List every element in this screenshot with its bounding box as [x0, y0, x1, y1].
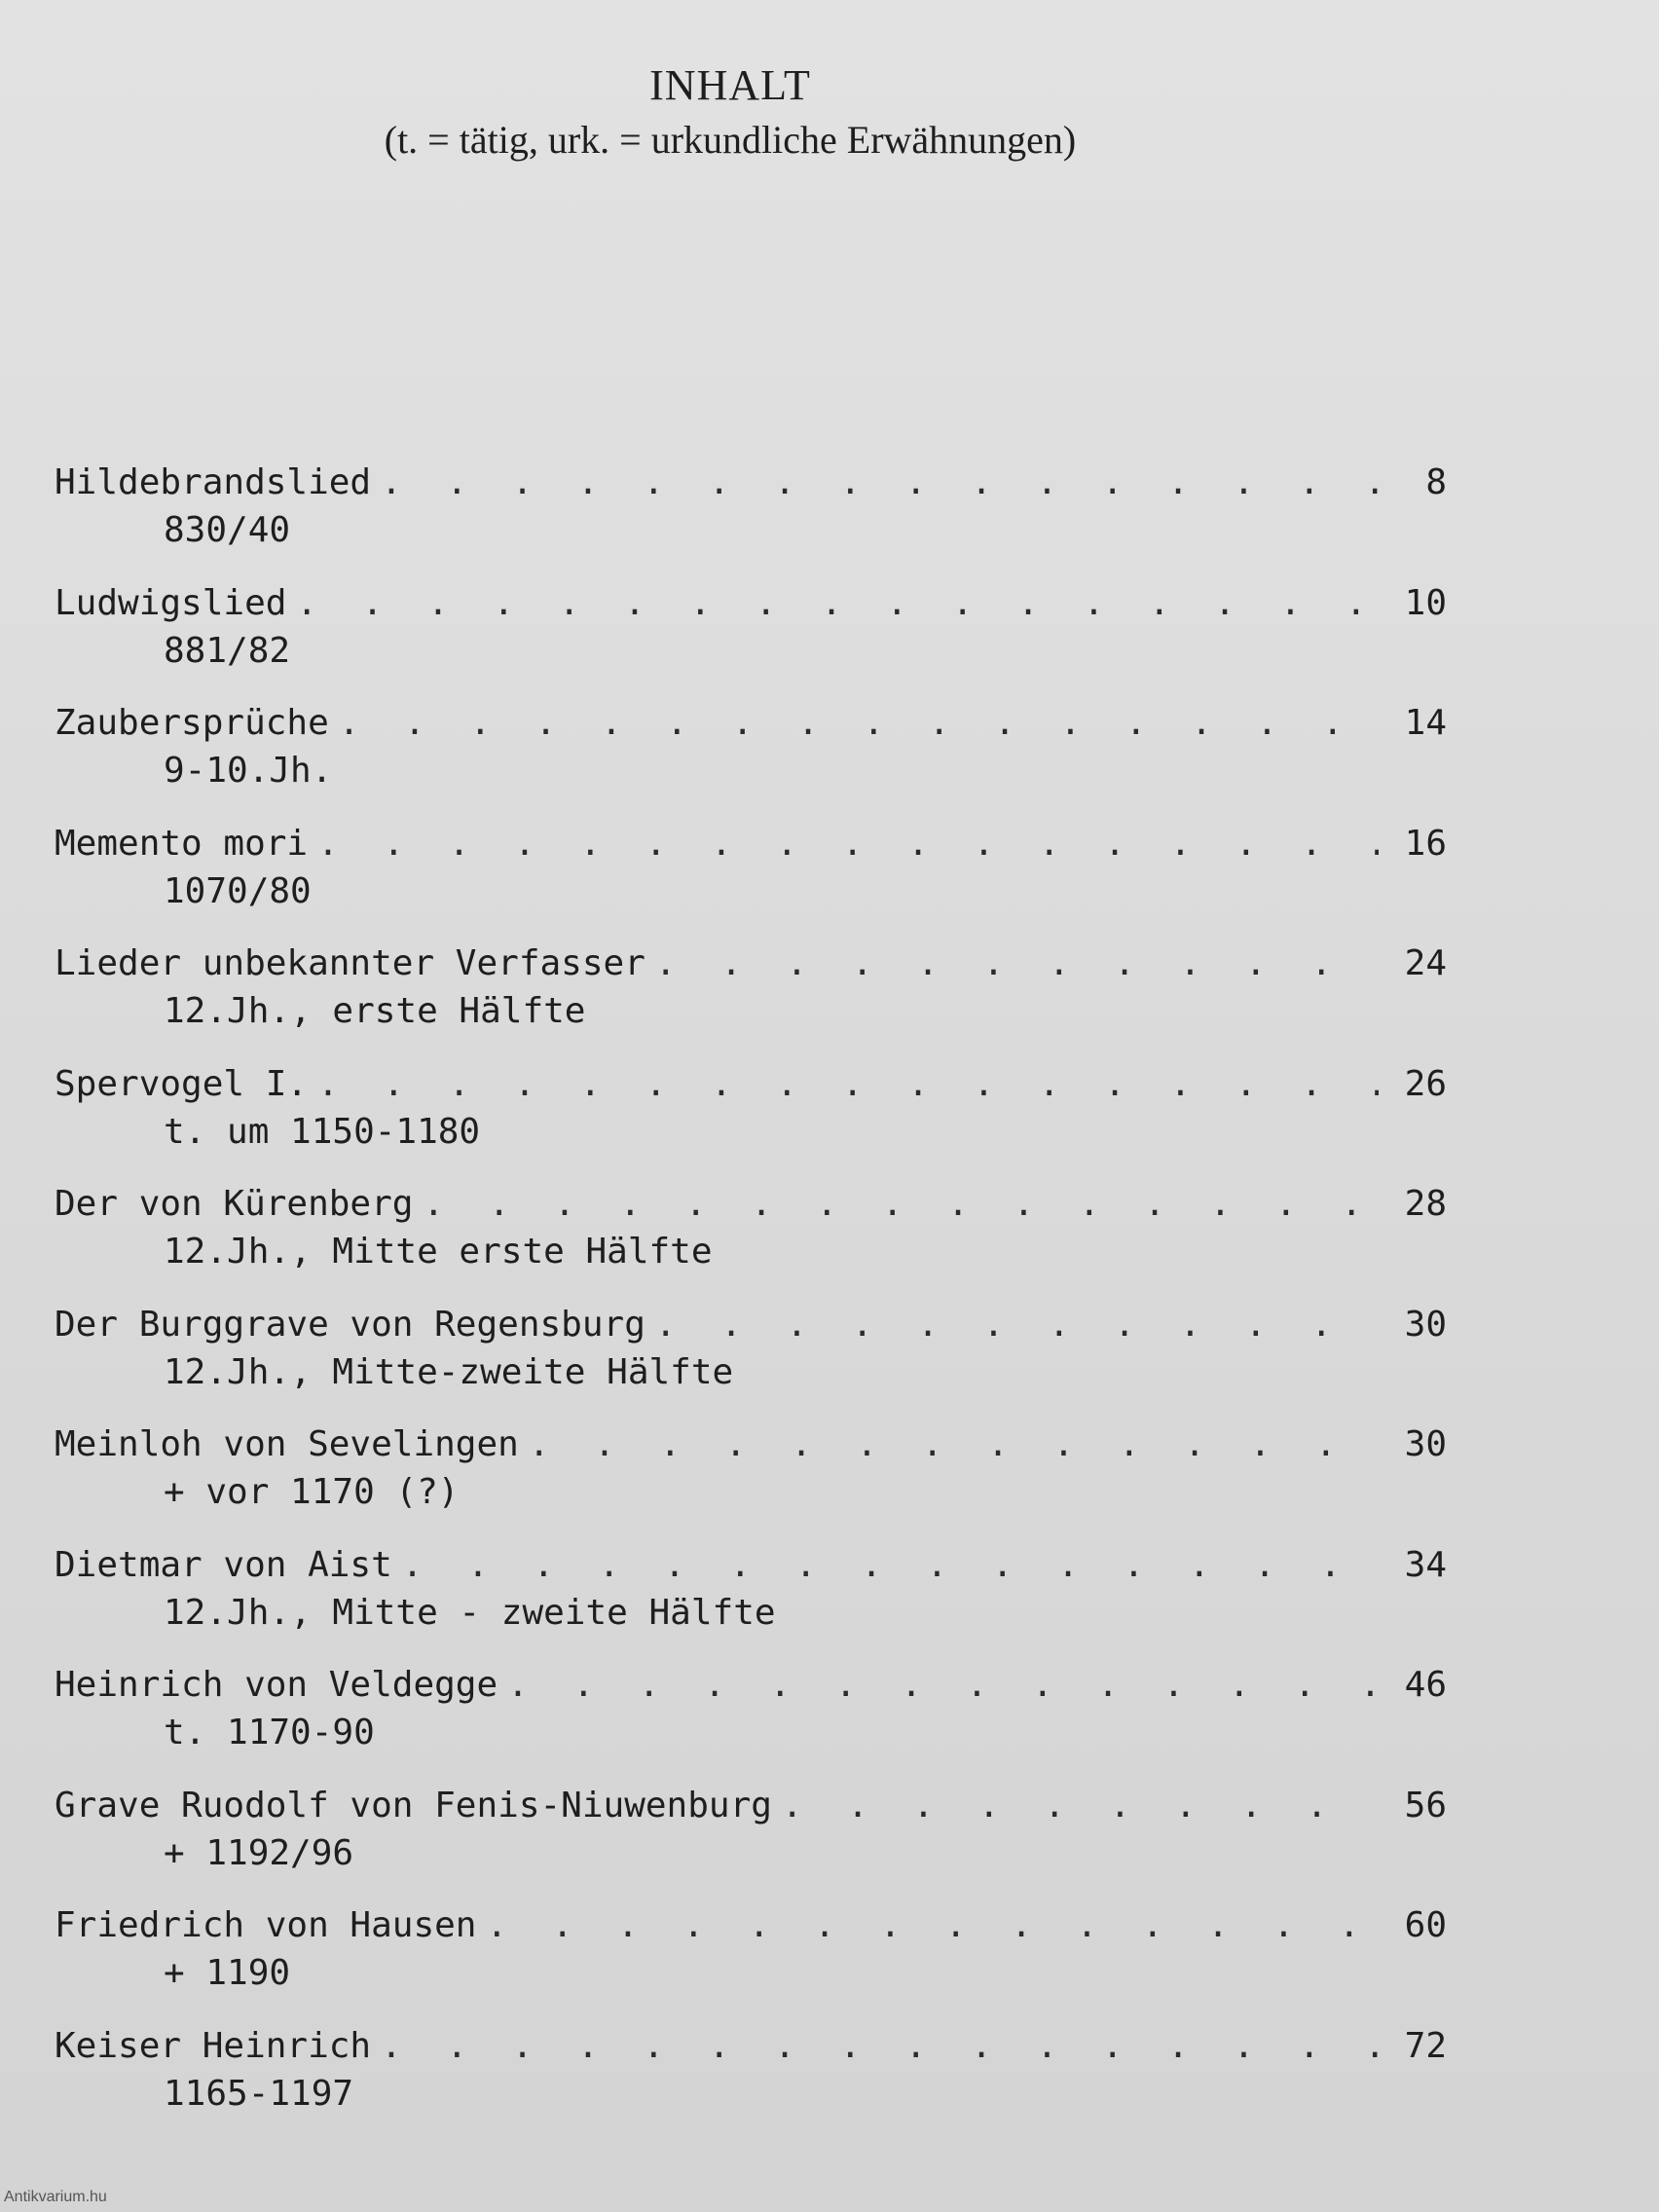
toc-entry [55, 458, 1447, 578]
toc-entry-date: t. um 1150-1180 [164, 1111, 481, 1152]
toc-page-number: 46 [1404, 1665, 1447, 1705]
toc-entry-title: Meinloh von Sevelingen [55, 1424, 519, 1464]
toc-entry-date: 9-10.Jh. [164, 751, 333, 791]
toc-entry [55, 1900, 1447, 2021]
toc-page-number: 14 [1404, 703, 1447, 743]
toc-entry-date: + 1190 [164, 1953, 291, 1993]
dot-leader [782, 1781, 1379, 1831]
page-title: INHALT [649, 61, 811, 109]
toc-page-number: 60 [1404, 1905, 1447, 1945]
toc-entry [55, 698, 1447, 819]
toc-entry-date: 881/82 [164, 630, 291, 671]
dot-leader [402, 1540, 1379, 1591]
dot-leader [423, 1179, 1379, 1230]
dot-leader [381, 2021, 1379, 2072]
dot-leader [296, 578, 1379, 629]
toc-entry-title: Der Burggrave von Regensburg [55, 1304, 645, 1345]
dot-leader [339, 698, 1379, 749]
toc-entry-title: Heinrich von Veldegge [55, 1665, 498, 1705]
toc-entry-date: 830/40 [164, 510, 291, 550]
toc-page-number: 56 [1404, 1785, 1447, 1825]
toc-page-number: 28 [1404, 1184, 1447, 1224]
dot-leader [486, 1900, 1379, 1951]
toc-page-number: 8 [1425, 462, 1447, 502]
toc-entry-date: + 1192/96 [164, 1832, 354, 1873]
toc-entry [55, 1781, 1447, 1901]
toc-entry [55, 1540, 1447, 1661]
toc-entry-date: t. 1170-90 [164, 1713, 375, 1752]
toc-page-number: 72 [1404, 2025, 1447, 2066]
toc-entry-date: 1165-1197 [164, 2073, 354, 2114]
toc-entry-title: Hildebrandslied [55, 462, 372, 502]
dot-leader [381, 458, 1379, 508]
dot-leader [317, 819, 1379, 869]
toc-page-number: 16 [1404, 823, 1447, 864]
toc-entry-title: Friedrich von Hausen [55, 1905, 477, 1945]
dot-leader [507, 1660, 1379, 1711]
toc-entry [55, 1300, 1447, 1420]
toc-entry [55, 1059, 1447, 1180]
toc-entry-title: Dietmar von Aist [55, 1544, 392, 1585]
toc-page-number: 34 [1404, 1544, 1447, 1585]
toc-page-number: 24 [1404, 943, 1447, 983]
toc-entry-date: 12.Jh., Mitte - zweite Hälfte [164, 1592, 776, 1633]
dot-leader [529, 1419, 1379, 1470]
toc-entry-date: 12.Jh., Mitte erste Hälfte [164, 1232, 713, 1272]
toc-page-number: 30 [1404, 1424, 1447, 1464]
toc-entry [55, 1179, 1447, 1300]
toc-entry-date: 12.Jh., erste Hälfte [164, 991, 586, 1031]
toc-entry-title: Spervogel I. [55, 1063, 309, 1104]
toc-entry-date: 1070/80 [164, 870, 312, 911]
toc-entry [55, 1419, 1447, 1540]
toc-entry-title: Ludwigslied [55, 582, 287, 623]
toc-entry [55, 939, 1447, 1059]
toc-entry [55, 578, 1447, 699]
toc-entry-title: Keiser Heinrich [55, 2025, 372, 2066]
watermark: Antikvarium.hu [4, 2189, 107, 2205]
toc-page-number: 26 [1404, 1063, 1447, 1104]
toc-entry-title: Zaubersprüche [55, 703, 329, 743]
toc-entry [55, 1660, 1447, 1781]
toc-entry-date: + vor 1170 (?) [164, 1472, 460, 1512]
toc-entry [55, 819, 1447, 940]
dot-leader [655, 939, 1379, 989]
page-subtitle: (t. = tätig, urk. = urkundliche Erwähnungen) [384, 118, 1077, 162]
toc-entry-title: Grave Ruodolf von Fenis-Niuwenburg [55, 1785, 772, 1825]
toc-entry-title: Memento mori [55, 823, 309, 864]
toc-page-number: 30 [1404, 1304, 1447, 1345]
toc-entry-title: Der von Kürenberg [55, 1184, 414, 1224]
toc-entry [55, 2021, 1447, 2142]
toc-page-number: 10 [1404, 582, 1447, 623]
dot-leader [655, 1300, 1379, 1350]
table-of-contents [55, 458, 1447, 2141]
toc-entry-title: Lieder unbekannter Verfasser [55, 943, 645, 983]
dot-leader [317, 1059, 1379, 1110]
toc-entry-date: 12.Jh., Mitte-zweite Hälfte [164, 1351, 734, 1392]
